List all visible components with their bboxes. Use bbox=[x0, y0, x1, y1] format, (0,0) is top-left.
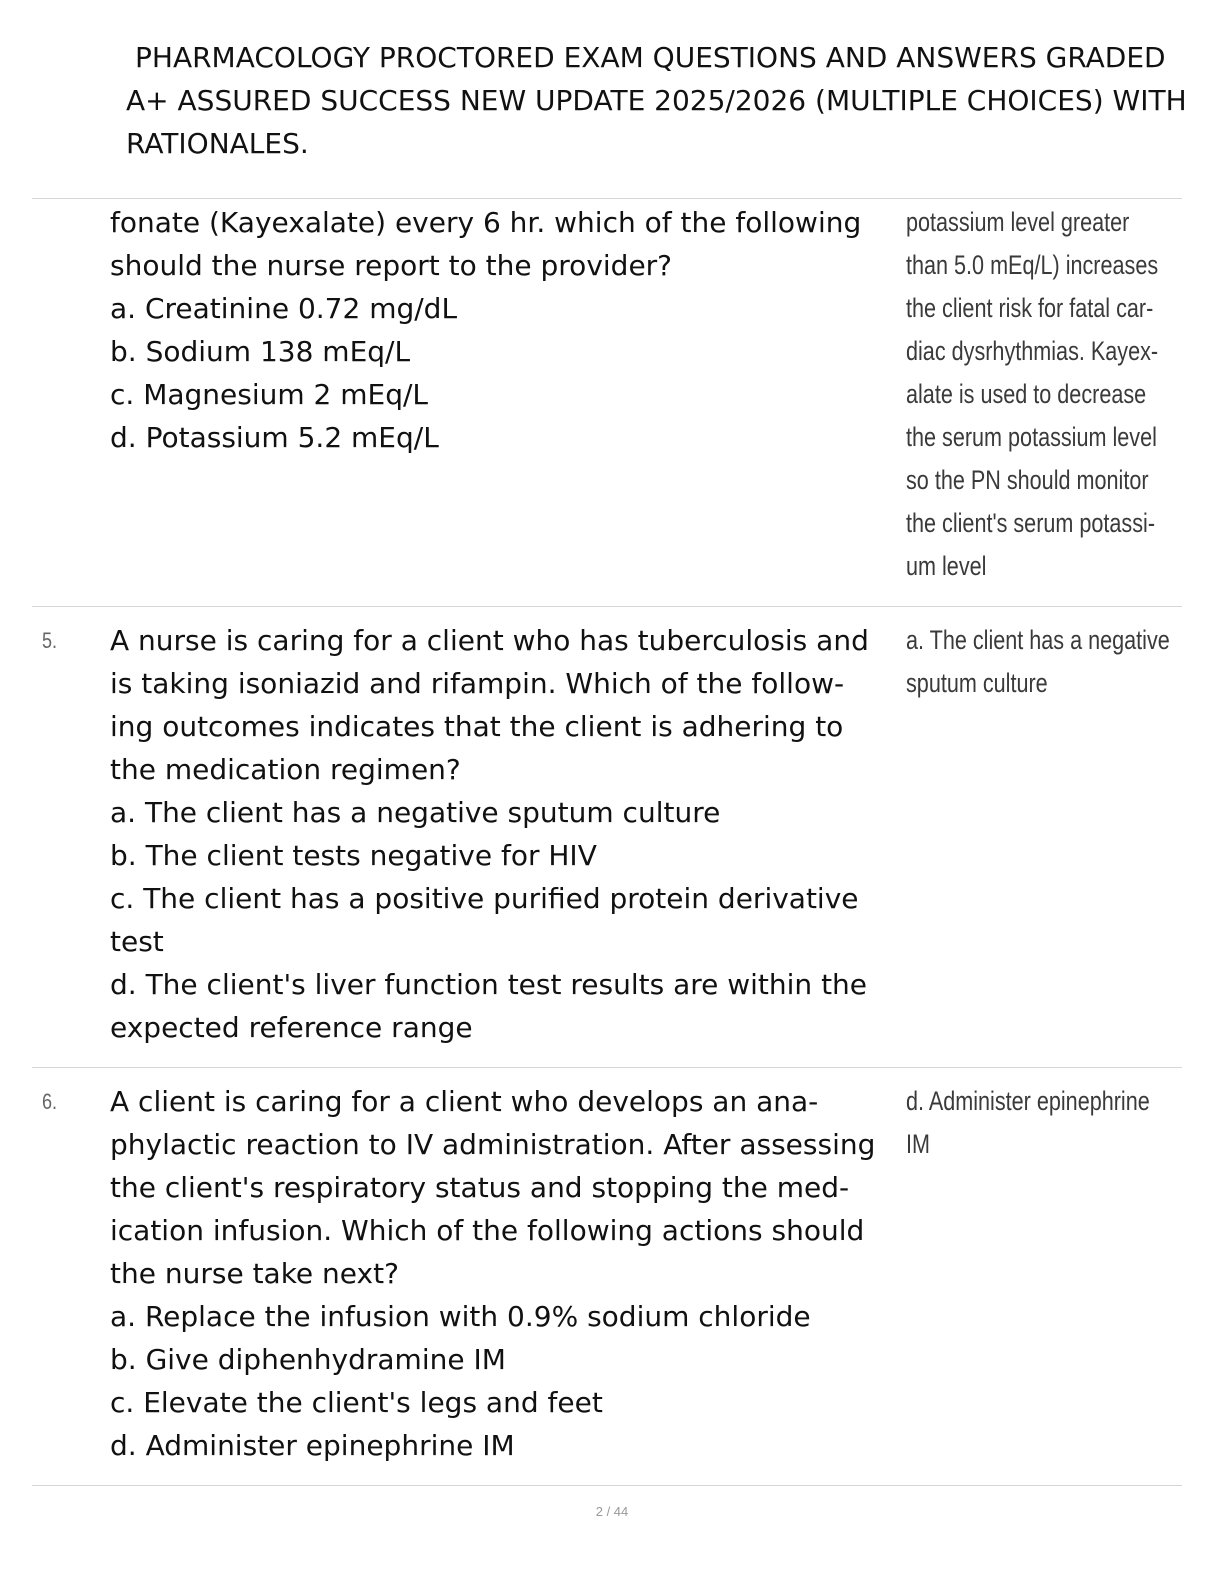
question-line: the medication regimen? bbox=[110, 753, 461, 786]
answer-line: the serum potassium level bbox=[906, 422, 1157, 452]
row-divider bbox=[32, 1067, 1182, 1068]
answer-line: IM bbox=[906, 1129, 930, 1159]
question-line: the nurse take next? bbox=[110, 1257, 399, 1290]
row-divider bbox=[32, 1485, 1182, 1486]
question-text bbox=[110, 201, 910, 459]
option-d: d. Administer epinephrine IM bbox=[110, 1429, 515, 1462]
answer-line: sputum culture bbox=[906, 668, 1048, 698]
option-c: c. The client has a positive purified protein derivative bbox=[110, 882, 859, 915]
option-d: d. Potassium 5.2 mEq/L bbox=[110, 421, 439, 454]
answer-line: than 5.0 mEq/L) increases bbox=[906, 250, 1159, 280]
answer-line: alate is used to decrease bbox=[906, 379, 1147, 409]
question-text bbox=[110, 619, 910, 1049]
answer-line: the client's serum potassi- bbox=[906, 508, 1156, 538]
question-line: ication infusion. Which of the following actions should bbox=[110, 1214, 865, 1247]
option-b: b. The client tests negative for HIV bbox=[110, 839, 597, 872]
question-line: is taking isoniazid and rifampin. Which of the follow- bbox=[110, 667, 845, 700]
option-c: c. Magnesium 2 mEq/L bbox=[110, 378, 429, 411]
title-line-2: A+ ASSURED SUCCESS NEW UPDATE 2025/2026 (MULTIPLE CHOICES) WITH bbox=[126, 84, 1187, 117]
answer-rationale bbox=[906, 619, 1186, 705]
answer-rationale bbox=[906, 201, 1186, 588]
row-divider bbox=[32, 198, 1182, 199]
question-number: 6. bbox=[42, 1089, 58, 1114]
title-line-1: PHARMACOLOGY PROCTORED EXAM QUESTIONS AND ANSWERS GRADED bbox=[135, 41, 1166, 74]
question-line: should the nurse report to the provider? bbox=[110, 249, 673, 282]
option-d: d. The client's liver function test results are within the bbox=[110, 968, 868, 1001]
answer-line: um level bbox=[906, 551, 987, 581]
answer-line: the client risk for fatal car- bbox=[906, 293, 1154, 323]
answer-line: diac dysrhythmias. Kayex- bbox=[906, 336, 1159, 366]
option-a: a. Replace the infusion with 0.9% sodium chloride bbox=[110, 1300, 811, 1333]
option-a: a. The client has a negative sputum culture bbox=[110, 796, 721, 829]
question-text bbox=[110, 1080, 910, 1467]
answer-line: so the PN should monitor bbox=[906, 465, 1149, 495]
question-number: 5. bbox=[42, 628, 58, 653]
question-line: the client's respiratory status and stopping the med- bbox=[110, 1171, 850, 1204]
page-number: 2 / 44 bbox=[595, 1504, 629, 1519]
option-b: b. Give diphenhydramine IM bbox=[110, 1343, 506, 1376]
question-line: ing outcomes indicates that the client is adhering to bbox=[110, 710, 844, 743]
option-d-continued: expected reference range bbox=[110, 1011, 473, 1044]
question-line: A nurse is caring for a client who has tuberculosis and bbox=[110, 624, 869, 657]
row-divider bbox=[32, 606, 1182, 607]
question-row-5 bbox=[32, 619, 1182, 1064]
option-b: b. Sodium 138 mEq/L bbox=[110, 335, 411, 368]
answer-line: potassium level greater bbox=[906, 207, 1130, 237]
title-line-3: RATIONALES. bbox=[126, 127, 309, 160]
option-c-continued: test bbox=[110, 925, 164, 958]
option-c: c. Elevate the client's legs and feet bbox=[110, 1386, 603, 1419]
question-line: phylactic reaction to IV administration. After assessing bbox=[110, 1128, 876, 1161]
question-line: fonate (Kayexalate) every 6 hr. which of the following bbox=[110, 206, 862, 239]
document-title bbox=[126, 36, 1224, 165]
question-row-4-continued bbox=[32, 201, 1182, 606]
answer-rationale bbox=[906, 1080, 1186, 1166]
option-a: a. Creatinine 0.72 mg/dL bbox=[110, 292, 458, 325]
answer-line: a. The client has a negative bbox=[906, 625, 1170, 655]
question-line: A client is caring for a client who develops an ana- bbox=[110, 1085, 819, 1118]
answer-line: d. Administer epinephrine bbox=[906, 1086, 1150, 1116]
question-row-6 bbox=[32, 1080, 1182, 1480]
